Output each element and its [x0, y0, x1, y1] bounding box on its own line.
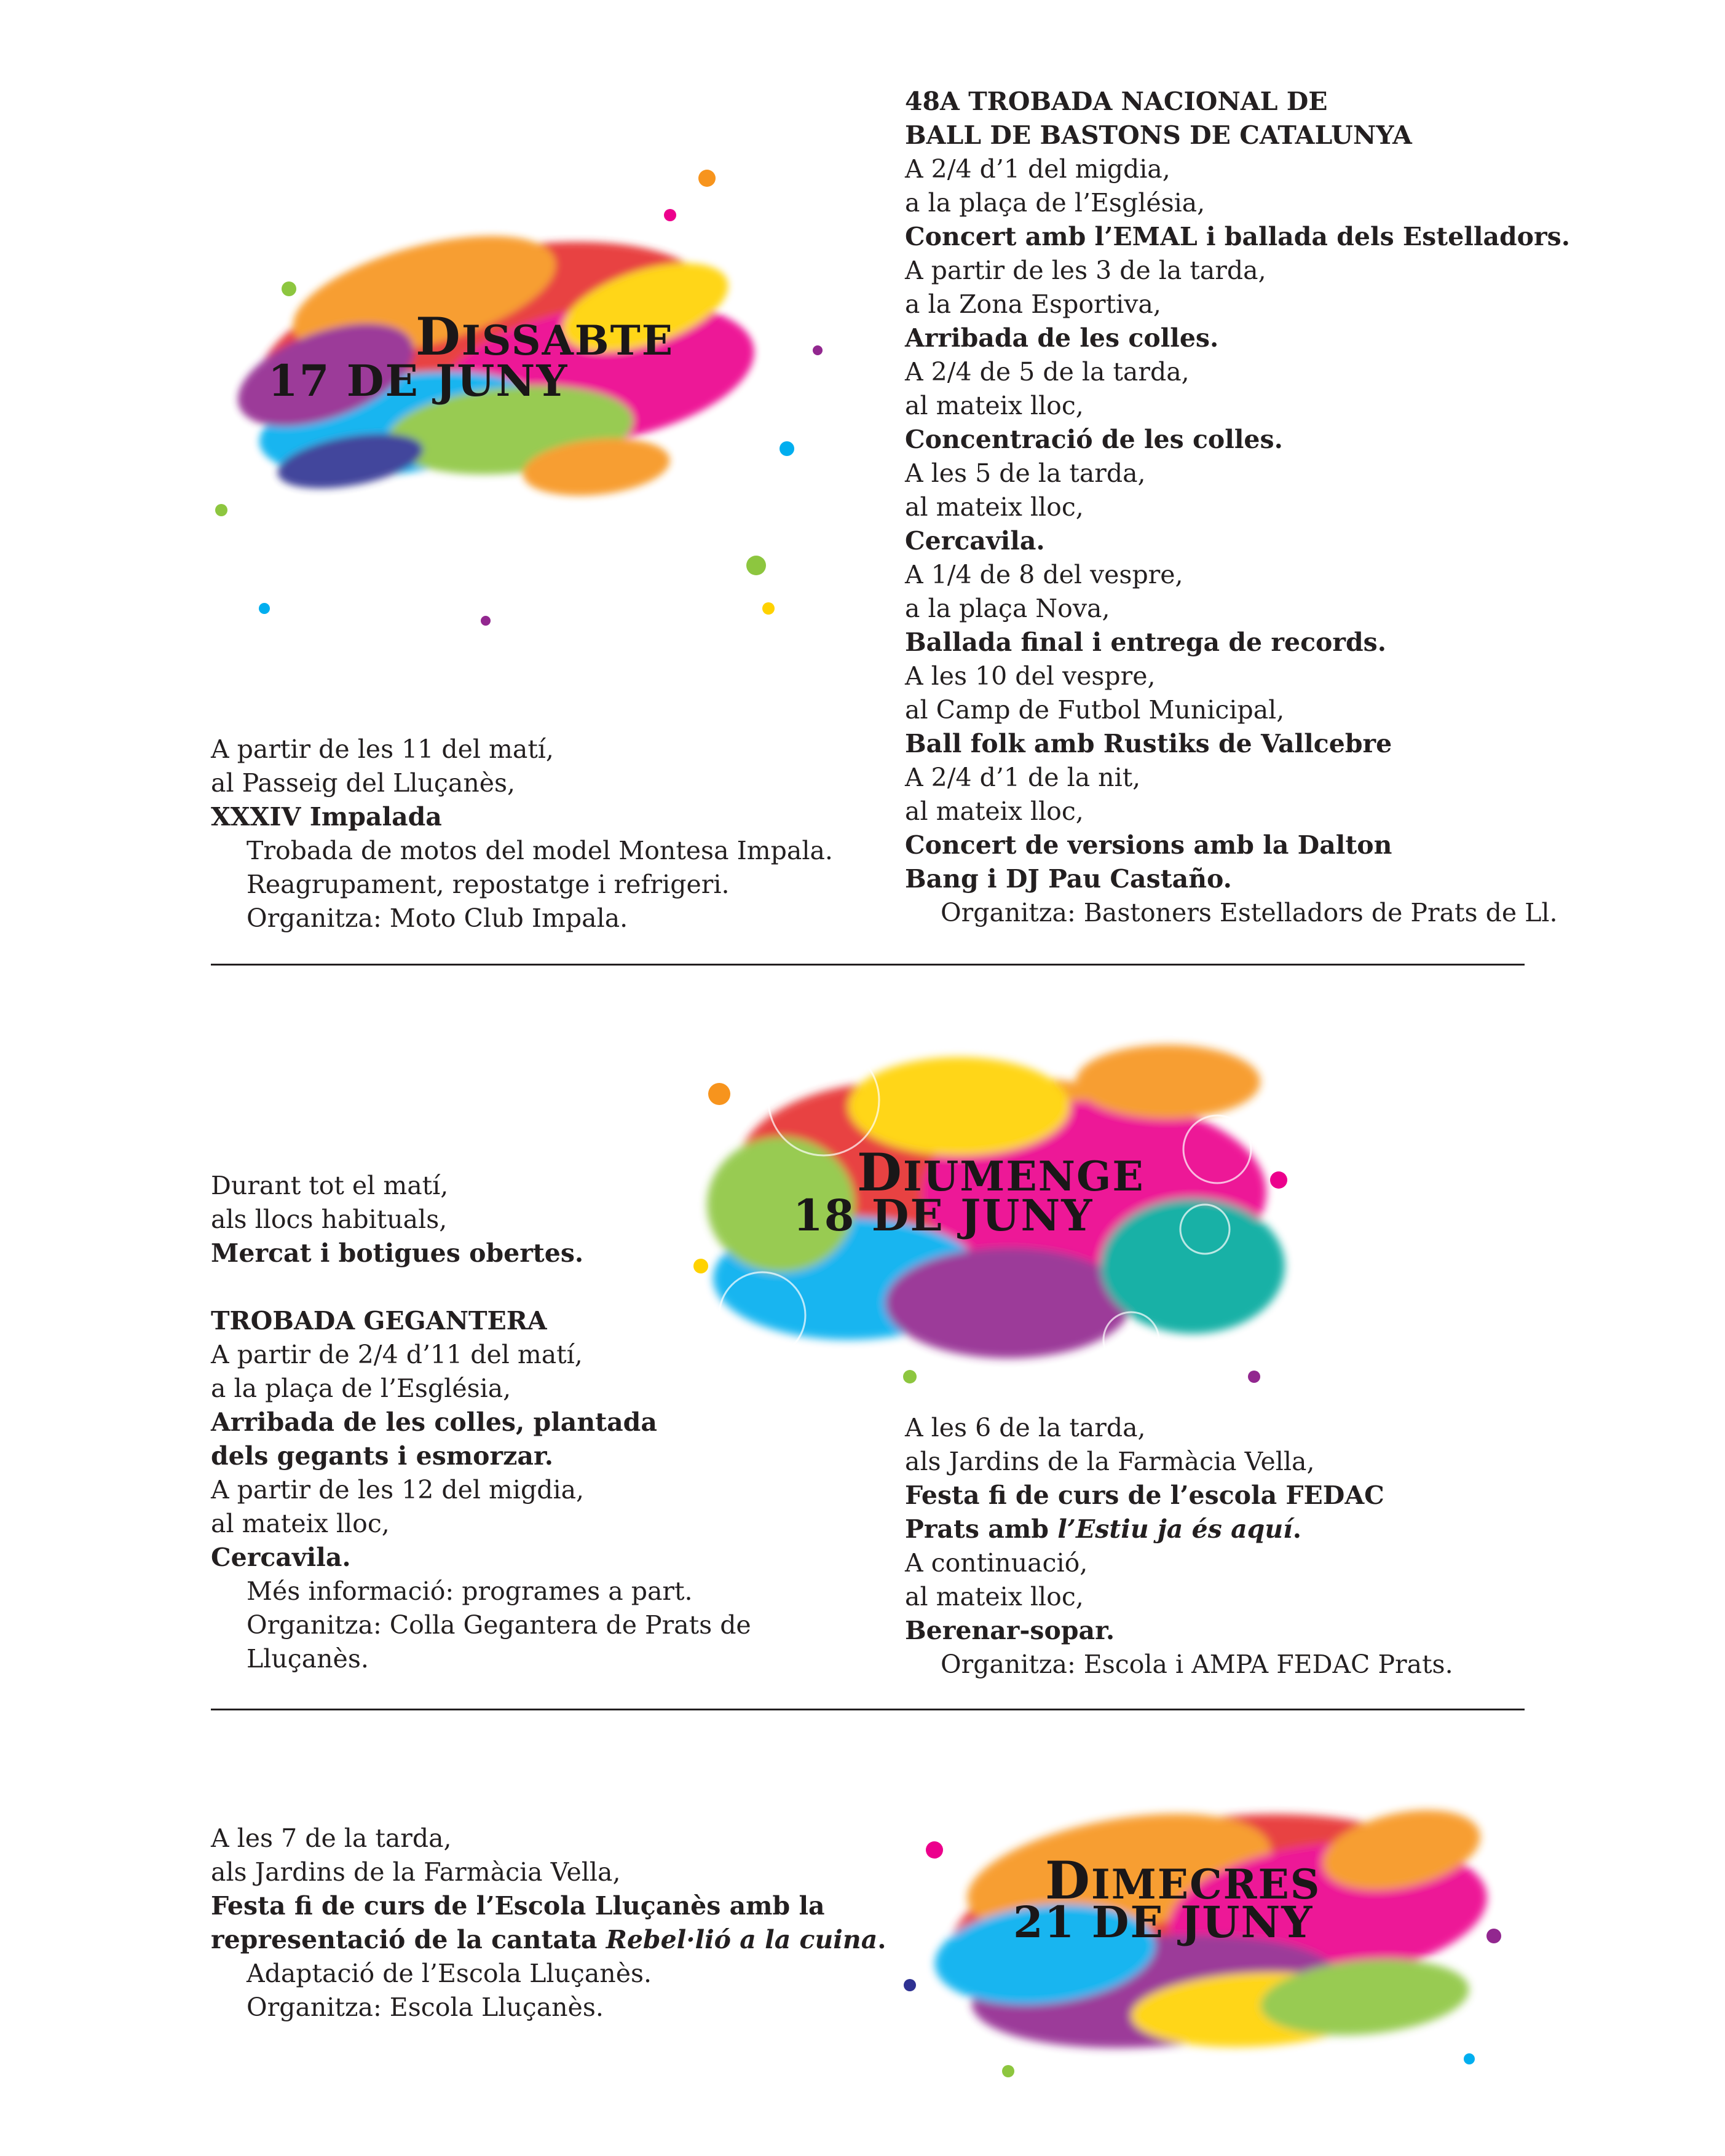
event-title: Arribada de les colles.: [905, 323, 1219, 353]
event-title: [905, 1513, 1453, 1546]
event-time: A 1/4 de 8 del vespre,: [905, 560, 1183, 589]
wednesday-title-initial: D: [1045, 1850, 1091, 1911]
event-time: A partir de les 11 del matí,: [211, 734, 554, 764]
event-title: [211, 1923, 886, 1957]
event-place: al mateix lloc,: [905, 1582, 1084, 1611]
event-place: a la Zona Esportiva,: [905, 289, 1161, 319]
event-place: al mateix lloc,: [905, 391, 1084, 420]
event-time: A les 10 del vespre,: [905, 661, 1156, 691]
section-heading: 48A TROBADA NACIONAL DE: [905, 87, 1328, 116]
event-time: A continuació,: [905, 1548, 1088, 1578]
event-title: Festa fi de curs de l’escola FEDAC: [905, 1481, 1384, 1510]
event-place: als llocs habituals,: [211, 1205, 448, 1234]
event-place: a la plaça Nova,: [905, 594, 1110, 623]
section-divider: [211, 964, 1525, 966]
saturday-right-column: [905, 85, 1570, 930]
event-time: A 2/4 de 5 de la tarda,: [905, 357, 1190, 387]
saturday-title-initial: D: [416, 306, 462, 367]
event-organizer: Organitza: Escola i AMPA FEDAC Prats.: [941, 1650, 1453, 1679]
event-place: als Jardins de la Farmàcia Vella,: [211, 1857, 621, 1887]
event-organizer: Organitza: Colla Gegantera de Prats de: [247, 1610, 751, 1640]
event-title-end: .: [877, 1925, 886, 1954]
wednesday-date: 21 DE JUNY: [1013, 1897, 1314, 1948]
event-title: Mercat i botigues obertes.: [211, 1238, 584, 1268]
event-description: Reagrupament, repostatge i refrigeri.: [247, 870, 730, 899]
event-place: als Jardins de la Farmàcia Vella,: [905, 1447, 1315, 1476]
section-heading: TROBADA GEGANTERA: [211, 1306, 547, 1336]
event-time: A 2/4 d’1 del migdia,: [905, 154, 1170, 184]
event-title: Bang i DJ Pau Castaño.: [905, 864, 1232, 894]
event-organizer: Organitza: Escola Lluçanès.: [247, 1993, 604, 2022]
event-title: Concert de versions amb la Dalton: [905, 830, 1392, 860]
section-divider: [211, 1709, 1525, 1710]
saturday-left-column: [211, 733, 833, 935]
event-time: A les 6 de la tarda,: [905, 1413, 1146, 1442]
event-title: Cercavila.: [211, 1543, 351, 1572]
wednesday-title-rest: IMECRES: [1091, 1860, 1321, 1908]
event-title: Concentració de les colles.: [905, 425, 1283, 454]
event-place: al mateix lloc,: [905, 492, 1084, 522]
event-title-part: Prats amb: [905, 1514, 1058, 1544]
event-place: al Passeig del Lluçanès,: [211, 768, 516, 798]
sunday-date: 18 DE JUNY: [793, 1190, 1094, 1241]
event-title-end: .: [1292, 1514, 1301, 1544]
event-info: Més informació: programes a part.: [247, 1576, 693, 1606]
event-place: al mateix lloc,: [905, 797, 1084, 826]
wednesday-left-column: [211, 1822, 886, 2024]
event-place: al mateix lloc,: [211, 1509, 390, 1538]
event-description: Trobada de motos del model Montesa Impala.: [247, 836, 833, 865]
event-title: dels gegants i esmorzar.: [211, 1441, 554, 1471]
event-title: Ball folk amb Rustiks de Vallcebre: [905, 729, 1392, 758]
spacer: [211, 1270, 751, 1304]
event-title-italic: Rebel·lió a la cuina: [606, 1925, 878, 1954]
event-time: A partir de 2/4 d’11 del matí,: [211, 1340, 583, 1369]
event-title: Concert amb l’EMAL i ballada dels Estelladors.: [905, 222, 1570, 251]
event-organizer: Organitza: Bastoners Estelladors de Prats de Ll.: [941, 898, 1558, 927]
event-organizer: Organitza: Moto Club Impala.: [247, 903, 628, 933]
event-title: Arribada de les colles, plantada: [211, 1407, 657, 1437]
event-title: Berenar-sopar.: [905, 1616, 1115, 1645]
event-time: A partir de les 12 del migdia,: [211, 1475, 585, 1505]
event-title: Festa fi de curs de l’Escola Lluçanès amb la: [211, 1891, 825, 1921]
section-heading: BALL DE BASTONS DE CATALUNYA: [905, 120, 1412, 150]
event-organizer: Lluçanès.: [247, 1644, 369, 1674]
event-time: A 2/4 d’1 de la nit,: [905, 763, 1141, 792]
saturday-title-rest: ISSABTE: [461, 317, 674, 364]
event-place: a la plaça de l’Església,: [211, 1374, 511, 1403]
sunday-title-rest: IUMENGE: [902, 1152, 1145, 1200]
event-title-italic: l’Estiu ja és aquí: [1057, 1514, 1293, 1544]
event-place: al Camp de Futbol Municipal,: [905, 695, 1285, 725]
event-time: Durant tot el matí,: [211, 1171, 449, 1200]
event-title: Ballada final i entrega de records.: [905, 628, 1387, 657]
event-info: Adaptació de l’Escola Lluçanès.: [247, 1959, 652, 1988]
event-title-part: representació de la cantata: [211, 1925, 606, 1954]
sunday-left-column: [211, 1169, 751, 1676]
event-title: Cercavila.: [905, 526, 1045, 556]
event-title: XXXIV Impalada: [211, 802, 442, 832]
sunday-title-initial: D: [857, 1142, 903, 1203]
sunday-right-column: [905, 1411, 1453, 1682]
event-time: A partir de les 3 de la tarda,: [905, 256, 1266, 285]
saturday-date: 17 DE JUNY: [268, 355, 569, 406]
event-time: A les 7 de la tarda,: [211, 1824, 452, 1853]
event-time: A les 5 de la tarda,: [905, 458, 1146, 488]
event-place: a la plaça de l’Església,: [905, 188, 1206, 218]
